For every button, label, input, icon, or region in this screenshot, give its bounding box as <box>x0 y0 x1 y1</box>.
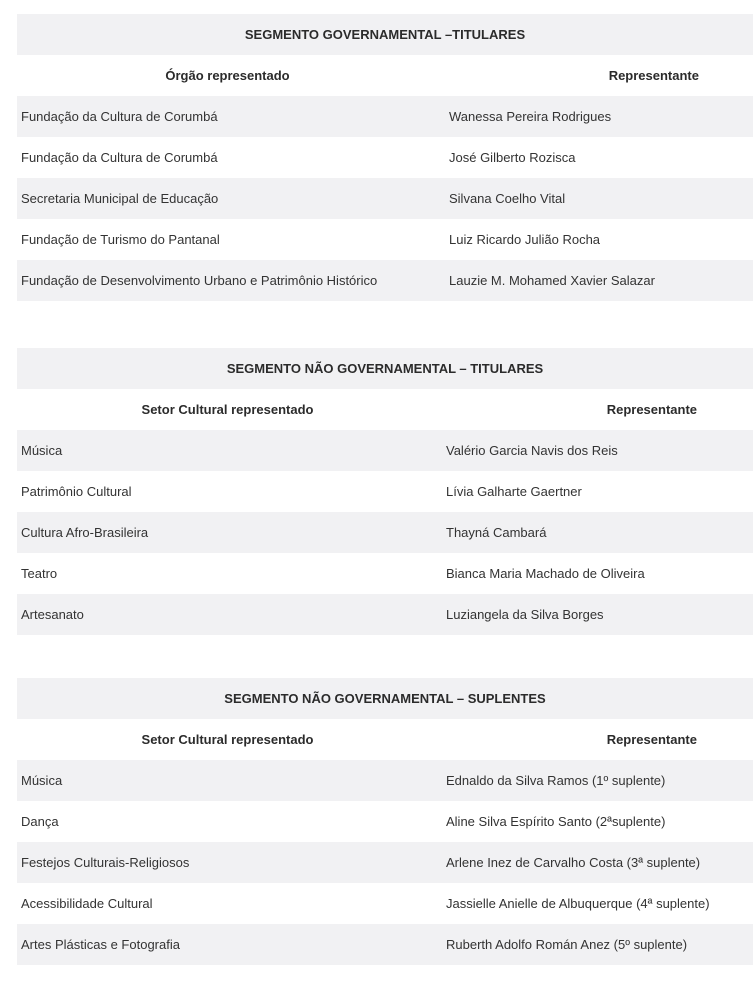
table-row <box>17 96 753 137</box>
table-row <box>17 553 753 594</box>
cell-representante: Luiz Ricardo Julião Rocha <box>442 219 753 260</box>
table-row <box>17 260 753 301</box>
cell-representante: Lauzie M. Mohamed Xavier Salazar <box>442 260 753 301</box>
cell-representante: Ruberth Adolfo Román Anez (5º suplente) <box>442 924 753 965</box>
cell-setor: Música <box>17 430 442 471</box>
table-segmento-nao-governamental-titulares <box>17 348 753 635</box>
table-row <box>17 883 753 924</box>
table-row <box>17 430 753 471</box>
column-header-representante: Representante <box>442 719 753 760</box>
column-header-setor: Setor Cultural representado <box>17 719 442 760</box>
column-header-setor: Setor Cultural representado <box>17 389 442 430</box>
table-row <box>17 471 753 512</box>
cell-representante: Valério Garcia Navis dos Reis <box>442 430 753 471</box>
cell-representante: Jassielle Anielle de Albuquerque (4ª suplente) <box>442 883 753 924</box>
cell-setor: Artesanato <box>17 594 442 635</box>
table-title-row <box>17 678 753 719</box>
cell-orgao: Fundação de Turismo do Pantanal <box>17 219 442 260</box>
cell-orgao: Secretaria Municipal de Educação <box>17 178 442 219</box>
table-row <box>17 801 753 842</box>
cell-setor: Festejos Culturais-Religiosos <box>17 842 442 883</box>
cell-representante: José Gilberto Rozisca <box>442 137 753 178</box>
cell-representante: Aline Silva Espírito Santo (2ªsuplente) <box>442 801 753 842</box>
cell-orgao: Fundação da Cultura de Corumbá <box>17 137 442 178</box>
table-header-row <box>17 719 753 760</box>
cell-setor: Teatro <box>17 553 442 594</box>
cell-orgao: Fundação da Cultura de Corumbá <box>17 96 442 137</box>
cell-setor: Música <box>17 760 442 801</box>
table-row <box>17 219 753 260</box>
table-row <box>17 760 753 801</box>
table-title: SEGMENTO NÃO GOVERNAMENTAL – TITULARES <box>17 348 753 389</box>
table-row <box>17 842 753 883</box>
cell-representante: Luziangela da Silva Borges <box>442 594 753 635</box>
cell-setor: Cultura Afro-Brasileira <box>17 512 442 553</box>
column-header-representante: Representante <box>442 55 753 96</box>
table-row <box>17 512 753 553</box>
table-title: SEGMENTO NÃO GOVERNAMENTAL – SUPLENTES <box>17 678 753 719</box>
table-row <box>17 178 753 219</box>
cell-representante: Arlene Inez de Carvalho Costa (3ª suplente) <box>442 842 753 883</box>
table-row <box>17 924 753 965</box>
table-header-row <box>17 55 753 96</box>
cell-representante: Bianca Maria Machado de Oliveira <box>442 553 753 594</box>
column-header-orgao: Órgão representado <box>17 55 442 96</box>
cell-setor: Dança <box>17 801 442 842</box>
table-header-row <box>17 389 753 430</box>
table-title-row <box>17 14 753 55</box>
cell-representante: Silvana Coelho Vital <box>442 178 753 219</box>
cell-representante: Ednaldo da Silva Ramos (1º suplente) <box>442 760 753 801</box>
table-segmento-governamental-titulares <box>17 14 753 301</box>
cell-setor: Patrimônio Cultural <box>17 471 442 512</box>
cell-representante: Thayná Cambará <box>442 512 753 553</box>
table-segmento-nao-governamental-suplentes <box>17 678 753 965</box>
table-row <box>17 594 753 635</box>
cell-representante: Lívia Galharte Gaertner <box>442 471 753 512</box>
cell-setor: Artes Plásticas e Fotografia <box>17 924 442 965</box>
table-title: SEGMENTO GOVERNAMENTAL –TITULARES <box>17 14 753 55</box>
cell-representante: Wanessa Pereira Rodrigues <box>442 96 753 137</box>
cell-orgao: Fundação de Desenvolvimento Urbano e Patrimônio Histórico <box>17 260 442 301</box>
cell-setor: Acessibilidade Cultural <box>17 883 442 924</box>
table-title-row <box>17 348 753 389</box>
table-row <box>17 137 753 178</box>
column-header-representante: Representante <box>442 389 753 430</box>
